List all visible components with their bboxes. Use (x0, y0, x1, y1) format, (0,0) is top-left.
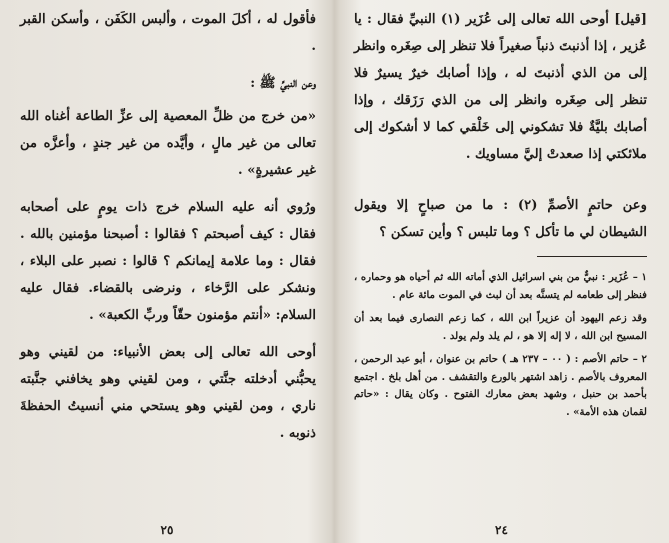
footnote-1: ١ – عُزَير : نبيٌّ من بني اسرائيل الذي أماته الله ثم أحياه هو وحماره ، فنظر إلى طعامه لم يتسنَّه بعد أن لبث في الموت مائة عام . (354, 271, 647, 301)
left-paragraph-1: فأقول له ، أكلَ الموت ، وألبس الكَفَن ، وأسكن القبر . (20, 12, 316, 54)
right-page (334, 0, 669, 543)
left-page-number: ٢٥ (160, 523, 174, 537)
paragraph-gap (354, 178, 647, 192)
left-paragraph-5: أوحى الله تعالى إلى بعض الأنبياء: من لقيني وهو يحبُّني أدخلته جنَّتي ، ومن لقيني وهو يخافني جنَّبته ناري ، ومن لقيني وهو يستحي مني أنسيتُ الحفظةَ ذنوبه . (20, 345, 316, 441)
left-paragraph-3: «من خرج من ظلِّ المعصية إلى عزِّ الطاعة أغناه الله تعالى من غير مالٍ ، وأيَّده من غير جندٍ ، وأعزَّه من غير عشيرةٍ» . (20, 109, 316, 178)
right-paragraph-1: [قيل] أوحى الله تعالى إلى عُزَير (١) النبيِّ فقال : يا عُزير ، إذا أذنبتَ ذنباً صغيراً فلا تنظر إلى صِغَره وانظر إلى من الذي أذنبتَ له ، وإذا أصابك خيرٌ يسيرٌ فلا تنظر إلى صِغَره وانظر إلى من الذي رَزَقك ، وإذا أصابك بليَّةٌ فلا تشكوني إلى خَلْقي كما لا أشكوك إلى ملائكتي إذا صعدتْ إليَّ مساويك . (354, 12, 647, 162)
left-paragraph-2: وعن النبيِّ ﷺ : (250, 76, 316, 91)
footnote-2: ٢ – حاتم الأصم : ( ٠٠ – ٢٣٧ هـ ) حاتم بن عنوان ، أبو عبد الرحمن ، المعروف بالأصم . زاهد اشتهر بالورع والتقشف . من أهل بلخ . اجتمع بأحمد بن حنبل ، وشهد بعض معارك الفتوح . وكان يقال : «حاتم لقمان هذه الأمة» . (354, 353, 648, 418)
right-page-number: ٢٤ (495, 523, 508, 537)
footnote-divider (537, 256, 647, 257)
footnote-1-continued: وقد زعم اليهود أن عزيراً ابن الله ، كما زعم النصارى فيما بعد أن المسيح ابن الله ، لا إله إلا هو ، لم يلد ولم يولد . (354, 312, 647, 342)
right-paragraph-2: وعن حاتمٍ الأصمِّ (٢) : ما من صباحٍ إلا ويقول الشيطان لي ما تأكل ؟ وما تلبس ؟ وأين تسكن ؟ (354, 198, 647, 240)
left-page (0, 0, 334, 543)
left-paragraph-4: ورُوي أنه عليه السلام خرج ذات يومٍ على أصحابه فقال : كيف أصبحتم ؟ فقالوا : أصبحنا مؤمنين بالله . فقال : وما علامة إيمانكم ؟ قالوا : نصبر على البلاء ، ونشكر على الرَّخاء ، ونرضى بالقضاء. فقال عليه السلام: «أنتم مؤمنون حقّاً وربِّ الكعبة» . (20, 200, 316, 323)
